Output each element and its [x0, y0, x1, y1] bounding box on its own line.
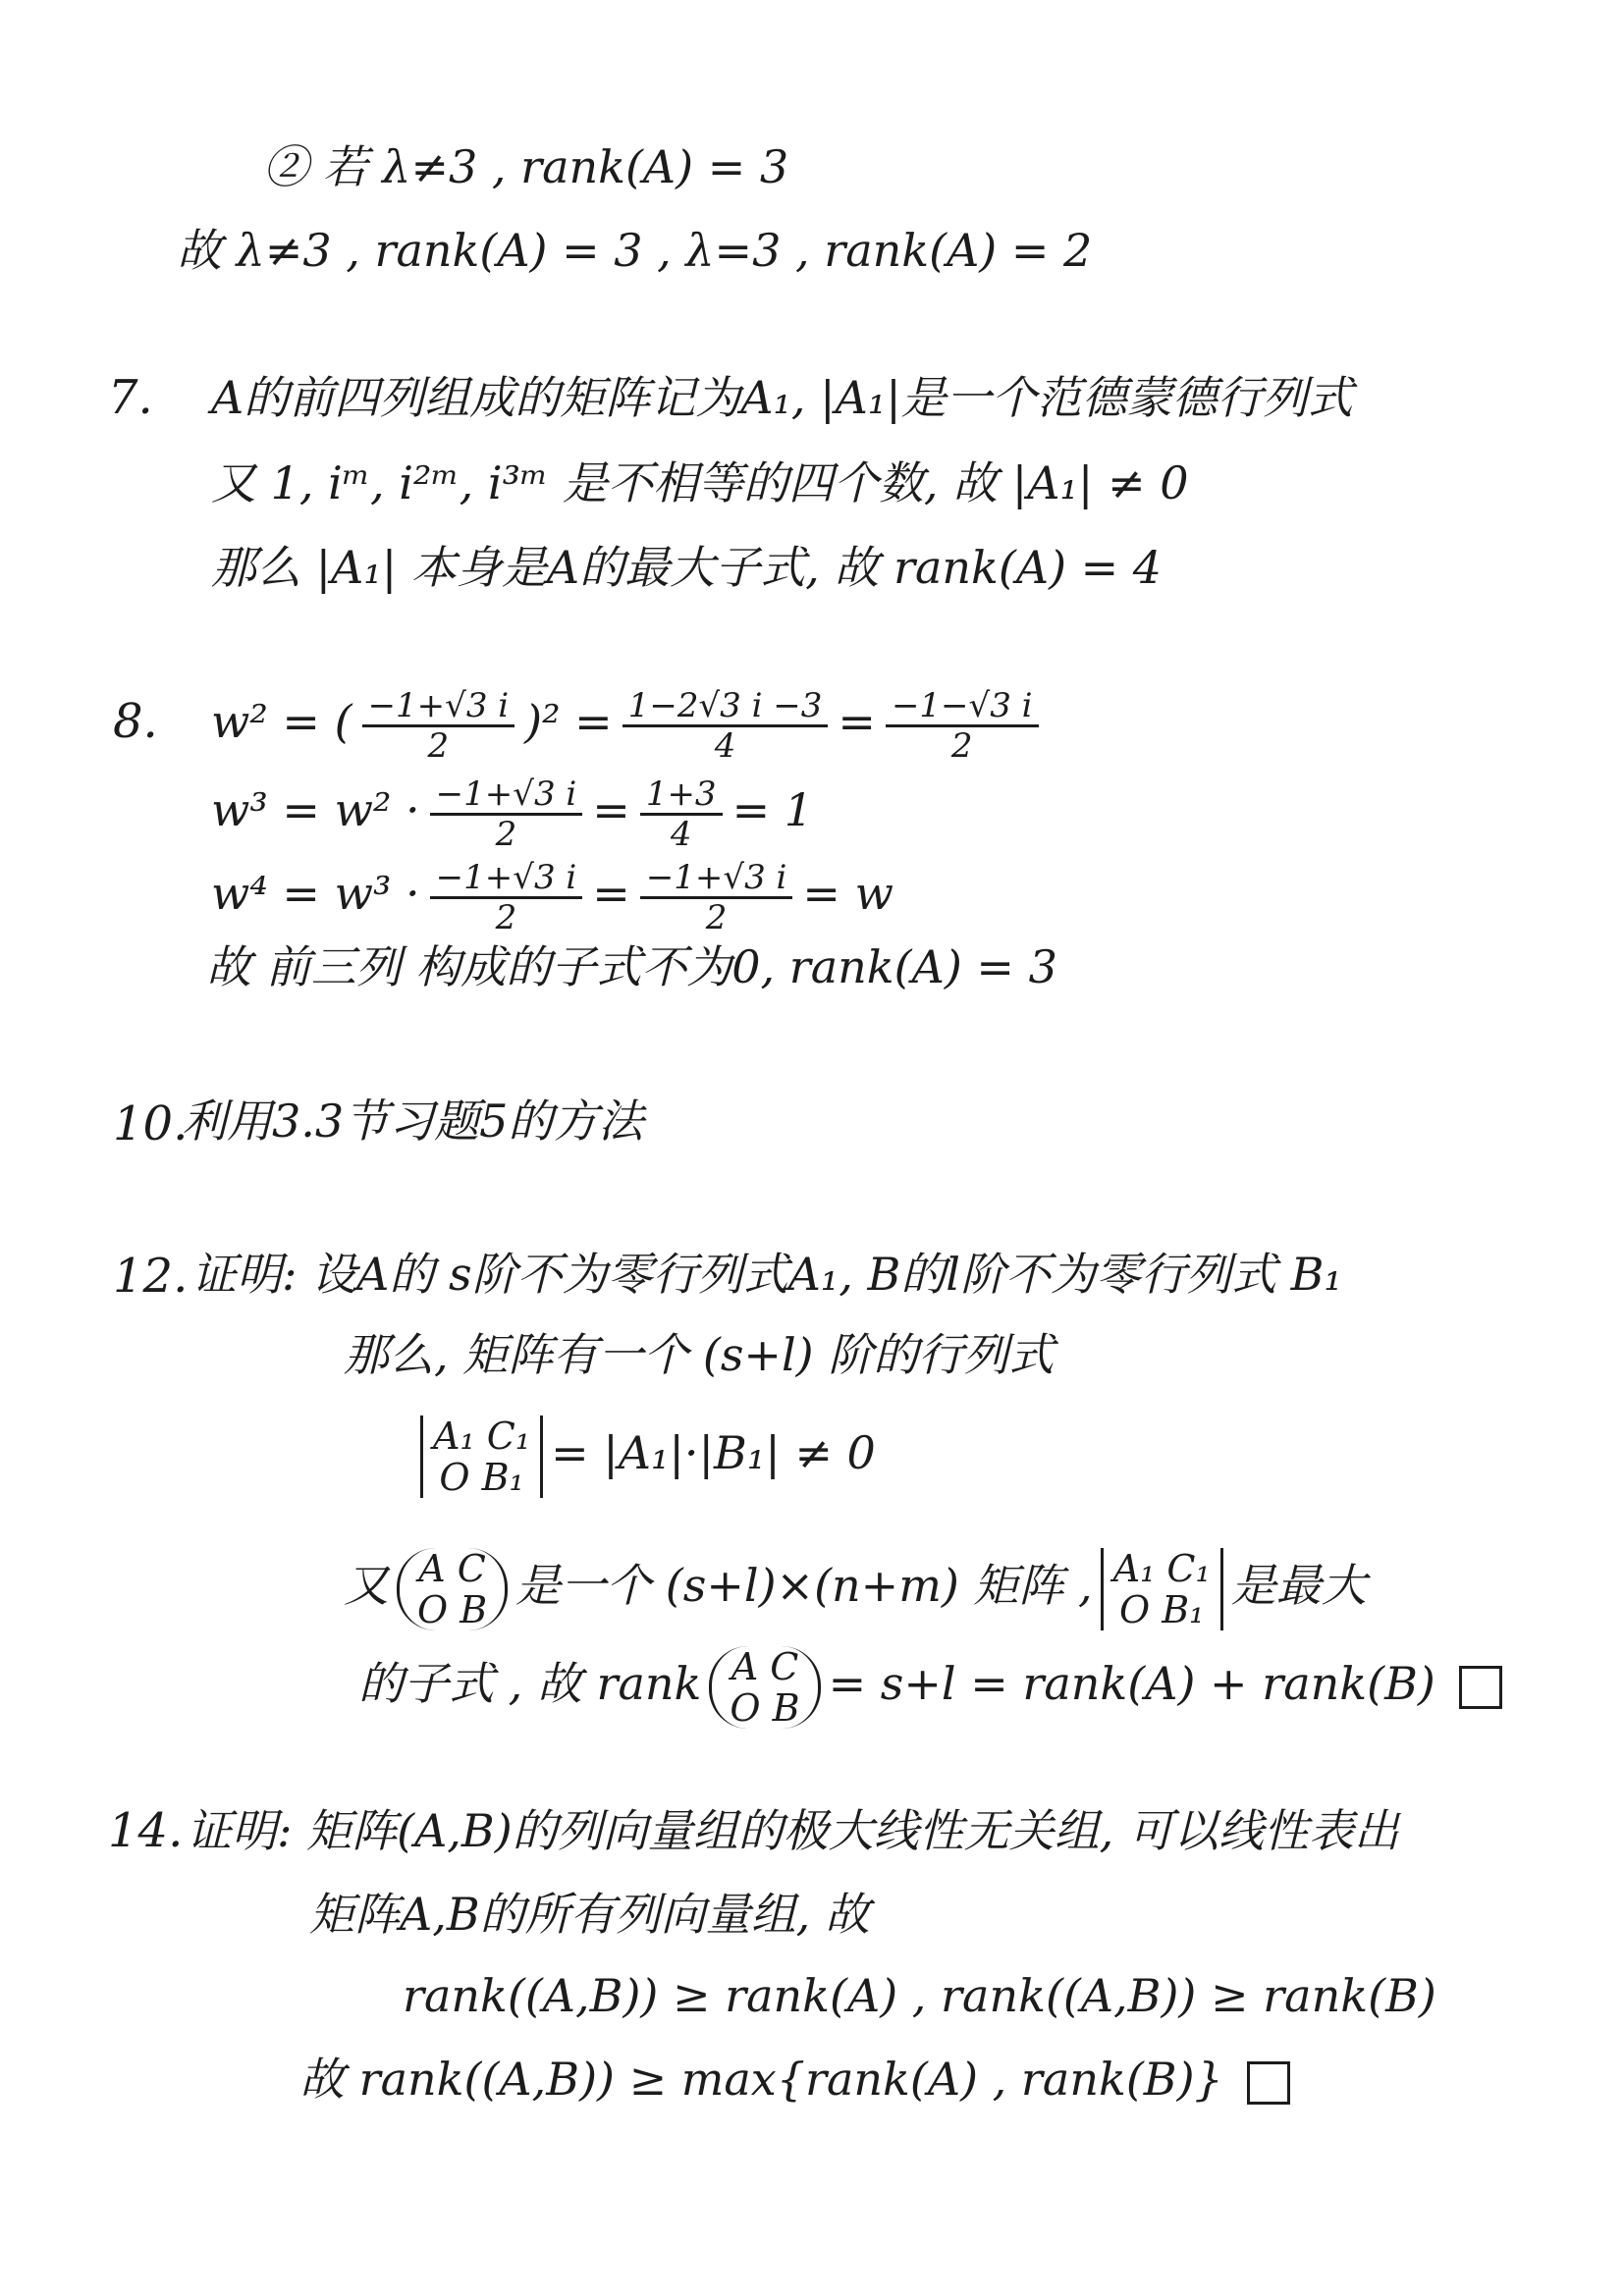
- fraction: [640, 859, 793, 936]
- matrix-row: O B₁: [1118, 1588, 1205, 1631]
- matrix-row: A C: [731, 1645, 799, 1688]
- problem-8-row-2: [211, 771, 813, 853]
- block-subdeterminant: [1101, 1548, 1223, 1630]
- text-post: 是最大: [1230, 1559, 1367, 1612]
- w4-result: = w: [802, 867, 893, 920]
- w4-lhs: w⁴ = w³ ·: [211, 867, 420, 920]
- problem-14-line-2: 矩阵A,B的所有列向量组, 故: [309, 1888, 870, 1941]
- fraction-denominator: 4: [670, 814, 692, 854]
- w2-lhs: w² = (: [211, 695, 352, 748]
- problem-7-line-1: A的前四列组成的矩阵记为A₁, |A₁|是一个范德蒙德行列式: [211, 371, 1353, 424]
- fraction: [623, 687, 829, 765]
- fraction-denominator: 2: [495, 814, 517, 854]
- w3-lhs: w³ = w² ·: [211, 783, 420, 836]
- text-pre: 的子式 , 故 rank: [358, 1657, 702, 1710]
- fraction-numerator: −1+√3 i: [362, 687, 515, 727]
- equals-sign: =: [592, 783, 630, 836]
- fraction-numerator: 1+3: [640, 775, 723, 816]
- fraction-denominator: 2: [950, 725, 973, 766]
- fraction-numerator: −1−√3 i: [886, 687, 1039, 727]
- problem-8-conclusion: 故 前三列 构成的子式不为0, rank(A) = 3: [206, 940, 1057, 993]
- problem-12-line-2: 那么, 矩阵有一个 (s+l) 阶的行列式: [344, 1328, 1055, 1381]
- problem-10-text: 利用3.3节习题5的方法: [182, 1095, 644, 1148]
- text-mid: 是一个 (s+l)×(n+m) 矩阵 ,: [515, 1559, 1093, 1612]
- fraction: [362, 687, 515, 765]
- fraction-denominator: 2: [495, 897, 517, 937]
- equals-sign: =: [838, 695, 876, 748]
- matrix-row: A₁ C₁: [1112, 1547, 1211, 1590]
- problem-8-number: 8.: [113, 694, 158, 749]
- problem-7-number: 7.: [108, 370, 153, 425]
- matrix-row: A₁ C₁: [433, 1415, 531, 1458]
- case-2-line: ② 若 λ≠3 , rank(A) = 3: [263, 140, 789, 193]
- problem-14-number: 14.: [108, 1803, 184, 1858]
- block-matrix: [397, 1548, 508, 1630]
- matrix-row: O B: [730, 1686, 800, 1730]
- fraction-numerator: 1−2√3 i −3: [623, 687, 829, 727]
- qed-square-icon: [1247, 2061, 1290, 2105]
- problem-14-line-3: rank((A,B)) ≥ rank(A) , rank((A,B)) ≥ rank(B): [403, 1969, 1436, 2022]
- problem-12-line-4: [344, 1536, 1367, 1634]
- case-conclusion-line: 故 λ≠3 , rank(A) = 3 , λ=3 , rank(A) = 2: [177, 224, 1093, 277]
- problem-14-line-1: 证明: 矩阵(A,B)的列向量组的极大线性无关组, 可以线性表出: [187, 1804, 1399, 1857]
- fraction-denominator: 2: [427, 725, 450, 766]
- w2-mid: )² =: [524, 695, 613, 748]
- problem-14-line-4: [299, 2050, 1290, 2109]
- problem-12-line-1: 证明: 设A的 s阶不为零行列式A₁, B的l阶不为零行列式 B₁: [191, 1248, 1342, 1301]
- fraction-numerator: −1+√3 i: [430, 775, 583, 816]
- problem-12-number: 12.: [113, 1249, 189, 1304]
- problem-10-number: 10.: [113, 1096, 189, 1151]
- fraction: [640, 775, 723, 853]
- problem-12-determinant-line: [412, 1404, 876, 1502]
- matrix-row: A C: [418, 1547, 486, 1590]
- problem-7-line-2: 又 1, iᵐ, i²ᵐ, i³ᵐ 是不相等的四个数, 故 |A₁| ≠ 0: [211, 456, 1189, 509]
- fraction-numerator: −1+√3 i: [430, 859, 583, 899]
- w3-result: = 1: [731, 783, 814, 836]
- fraction-denominator: 4: [714, 725, 736, 766]
- fraction-numerator: −1+√3 i: [640, 859, 793, 899]
- equals-sign: =: [592, 867, 630, 920]
- matrix-row: O B₁: [439, 1456, 524, 1499]
- fraction: [430, 775, 583, 853]
- fraction: [430, 859, 583, 936]
- max-rank-inequality: 故 rank((A,B)) ≥ max{rank(A) , rank(B)}: [299, 2053, 1223, 2106]
- problem-7-line-3: 那么 |A₁| 本身是A的最大子式, 故 rank(A) = 4: [211, 541, 1163, 594]
- problem-8-row-1: [211, 682, 1049, 765]
- rank-equation: = s+l = rank(A) + rank(B): [828, 1657, 1435, 1710]
- matrix-row: O B: [417, 1588, 488, 1631]
- text-pre: 又: [344, 1559, 389, 1612]
- fraction-denominator: 2: [705, 897, 728, 937]
- problem-12-line-5: [358, 1634, 1502, 1733]
- block-matrix: [709, 1646, 820, 1729]
- problem-8-row-3: [211, 854, 893, 936]
- qed-square-icon: [1459, 1666, 1502, 1709]
- fraction: [886, 687, 1039, 765]
- determinant-value: = |A₁|·|B₁| ≠ 0: [551, 1426, 876, 1479]
- block-determinant: [420, 1415, 543, 1498]
